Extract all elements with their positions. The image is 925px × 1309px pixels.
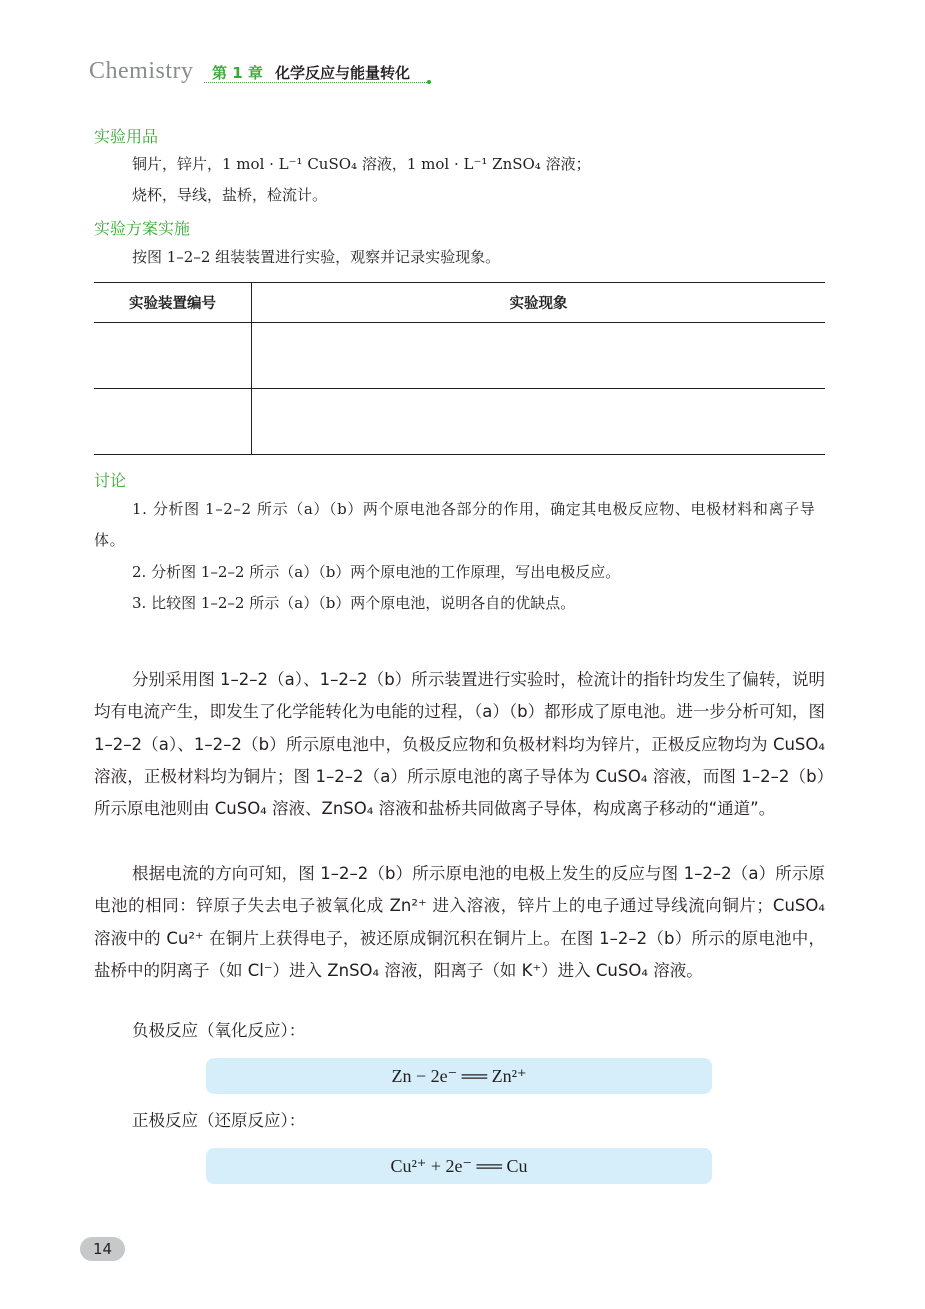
- brand-title: Chemistry: [89, 58, 194, 84]
- discussion-heading: 讨论: [94, 471, 127, 490]
- observation-table: [94, 282, 825, 455]
- table-bottom-rule: [94, 454, 825, 455]
- chapter-label: 第 1 章: [212, 64, 263, 82]
- table-row: [94, 389, 825, 454]
- page-number: 14: [80, 1237, 125, 1261]
- implementation-instruction: 按图 1–2–2 组装装置进行实验，观察并记录实验现象。: [132, 248, 501, 266]
- positive-reaction-label: 正极反应（还原反应）：: [132, 1111, 306, 1130]
- table-row: [94, 323, 825, 388]
- table-top-rule: [94, 282, 825, 283]
- negative-equation: Zn − 2e⁻ ══ Zn²⁺: [206, 1058, 712, 1094]
- table-cell: [94, 389, 251, 454]
- header-rule: [204, 82, 429, 83]
- discussion-item-2: 2. 分析图 1–2–2 所示（a）（b）两个原电池的工作原理，写出电极反应。: [132, 563, 621, 581]
- materials-heading: 实验用品: [94, 127, 159, 146]
- table-header-device: 实验装置编号: [129, 296, 216, 312]
- implementation-heading: 实验方案实施: [94, 219, 191, 238]
- materials-line-2: 烧杯，导线，盐桥，检流计。: [132, 186, 328, 204]
- discussion-item-1: 1. 分析图 1–2–2 所示（a）（b）两个原电池各部分的作用，确定其电极反应物、电极材料和离子导体。: [94, 500, 816, 549]
- negative-reaction-label: 负极反应（氧化反应）：: [132, 1021, 306, 1040]
- body-paragraph-1: 分别采用图 1–2–2（a）、1–2–2（b）所示装置进行实验时，检流计的指针均发生了偏转，说明均有电流产生，即发生了化学能转化为电能的过程，（a）（b）都形成了原电池。进一步分析可知，图 1–2–2（a）、1–2–2（b）所示原电池中，负极反应物和负极材料均为锌片，正极反应物均为 CuSO₄ 溶液，正极材料均为铜片；图 1–2–2（a）所示原电池的离子导体为 CuSO₄ 溶液，而图 1–2–2（b）所示原电池则由 CuSO₄ 溶液、ZnSO₄ 溶液和盐桥共同做离子导体，构成离子移动的“通道”。: [94, 670, 825, 819]
- table-cell: [252, 323, 825, 388]
- table-cell: [94, 323, 251, 388]
- header-dot: [427, 80, 431, 84]
- table-header-phenomenon: 实验现象: [509, 296, 568, 312]
- materials-line-1: 铜片，锌片，1 mol · L⁻¹ CuSO₄ 溶液，1 mol · L⁻¹ ZnSO₄ 溶液；: [132, 155, 591, 173]
- body-paragraph-2: 根据电流的方向可知，图 1–2–2（b）所示原电池的电极上发生的反应与图 1–2–2（a）所示原电池的相同：锌原子失去电子被氧化成 Zn²⁺ 进入溶液，锌片上的电子通过导线流向铜片；CuSO₄ 溶液中的 Cu²⁺ 在铜片上获得电子，被还原成铜沉积在铜片上。在图 1–2–2（b）所示的原电池中，盐桥中的阴离子（如 Cl⁻）进入 ZnSO₄ 溶液，阳离子（如 K⁺）进入 CuSO₄ 溶液。: [94, 864, 825, 980]
- chapter-title: 化学反应与能量转化: [275, 64, 411, 82]
- discussion-item-3: 3. 比较图 1–2–2 所示（a）（b）两个原电池，说明各自的优缺点。: [132, 594, 576, 612]
- positive-equation: Cu²⁺ + 2e⁻ ══ Cu: [206, 1148, 712, 1184]
- table-cell: [252, 389, 825, 454]
